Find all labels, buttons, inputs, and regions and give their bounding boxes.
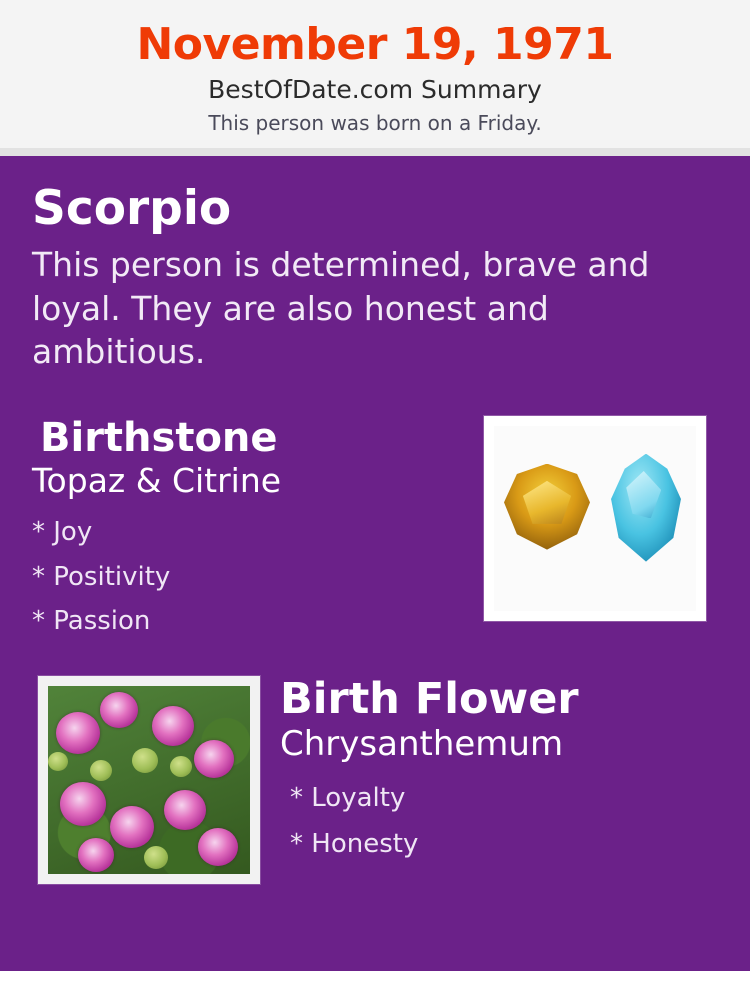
flower-bloom	[152, 706, 194, 746]
flower-bloom	[100, 692, 138, 728]
birthflower-trait: * Honesty	[290, 828, 419, 859]
flower-bloom	[164, 790, 206, 830]
birthstone-text	[32, 416, 472, 643]
birth-weekday-text: This person was born on a Friday.	[208, 110, 542, 135]
birthstone-image-inner	[494, 426, 696, 611]
main-panel	[0, 156, 750, 971]
flower-bloom	[198, 828, 238, 866]
flower-bloom	[110, 806, 154, 848]
topaz-gem-icon	[608, 454, 684, 562]
flower-bloom	[78, 838, 114, 872]
flower-bloom	[56, 712, 100, 754]
birthstone-trait: * Passion	[32, 605, 151, 636]
flower-bud	[144, 846, 168, 869]
birthflower-text	[280, 673, 718, 867]
zodiac-description: This person is determined, brave and loyal. They are also honest and ambitious.	[32, 245, 650, 372]
page-title: November 19, 1971	[136, 19, 614, 70]
birthflower-section	[32, 673, 718, 906]
card-header	[0, 0, 750, 148]
citrine-gem-icon	[504, 464, 590, 550]
flower-bud	[170, 756, 192, 777]
birthstone-image	[484, 416, 706, 621]
birthflower-title: Birth Flower	[280, 673, 579, 724]
flower-bud	[90, 760, 112, 781]
header-divider	[0, 148, 750, 156]
flower-bud	[48, 752, 68, 771]
flower-bloom	[60, 782, 106, 826]
flower-bloom	[194, 740, 234, 778]
birthflower-name: Chrysanthemum	[280, 723, 564, 764]
flower-bud	[132, 748, 158, 773]
birthstone-name: Topaz & Citrine	[32, 461, 282, 501]
zodiac-sign-title: Scorpio	[32, 180, 232, 236]
birthstone-section	[32, 416, 718, 646]
birthstone-trait: * Positivity	[32, 561, 171, 592]
birthflower-trait: * Loyalty	[290, 783, 406, 814]
birthstone-title: Birthstone	[40, 414, 278, 461]
birthflower-image	[38, 676, 260, 884]
birthflower-image-inner	[48, 686, 250, 874]
site-name: BestOfDate.com Summary	[208, 75, 542, 105]
birthstone-trait: * Joy	[32, 517, 93, 548]
